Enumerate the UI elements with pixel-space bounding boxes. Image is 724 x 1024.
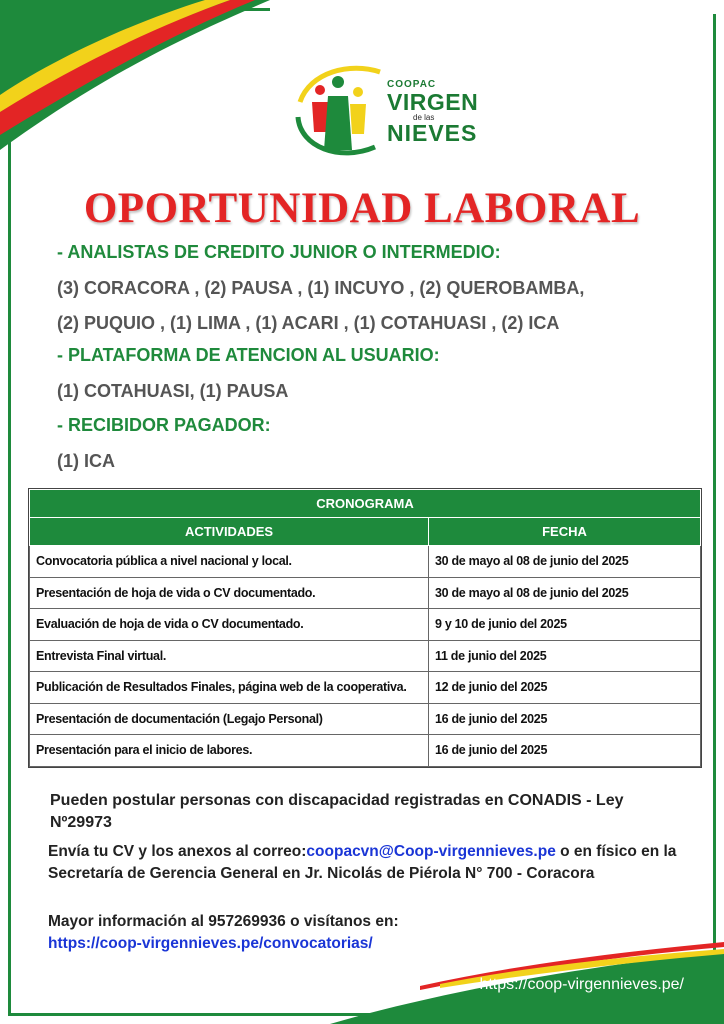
- activity-cell: Evaluación de hoja de vida o CV documentado.: [30, 609, 429, 641]
- position-heading: - RECIBIDOR PAGADOR:: [57, 415, 271, 435]
- position-line-container: [57, 381, 697, 402]
- position-heading: - PLATAFORMA DE ATENCION AL USUARIO:: [57, 345, 440, 365]
- page-title: OPORTUNIDAD LABORAL: [83, 185, 641, 232]
- date-cell: 30 de mayo al 08 de junio del 2025: [429, 577, 701, 609]
- position-line-container: [57, 278, 697, 299]
- send-prefix: Envía tu CV y los anexos al correo:: [48, 843, 307, 860]
- position-line: (2) PUQUIO , (1) LIMA , (1) ACARI , (1) COTAHUASI , (2) ICA: [57, 313, 560, 333]
- logo-delas: de las: [413, 113, 435, 122]
- position-line: (3) CORACORA , (2) PAUSA , (1) INCUYO , (2) QUEROBAMBA,: [57, 278, 585, 298]
- more-info-text: Mayor información al 957269936 o visítanos en:: [48, 913, 399, 930]
- logo-nieves: NIEVES: [387, 120, 478, 146]
- activity-cell: Entrevista Final virtual.: [30, 640, 429, 672]
- position-block: [57, 415, 697, 436]
- col-activities-header: ACTIVIDADES: [30, 518, 429, 546]
- table-row: [30, 546, 701, 578]
- activity-cell: Convocatoria pública a nivel nacional y local.: [30, 546, 429, 578]
- date-cell: 30 de mayo al 08 de junio del 2025: [429, 546, 701, 578]
- send-suffix: o en físico en la Secretaría de Gerencia General en Jr. Nicolás de Piérola N° 700 - Coracora: [48, 843, 677, 882]
- date-cell: 11 de junio del 2025: [429, 640, 701, 672]
- table-row: [30, 640, 701, 672]
- date-cell: 16 de junio del 2025: [429, 735, 701, 767]
- table-row: [30, 672, 701, 704]
- position-block: [57, 242, 697, 263]
- date-cell: 12 de junio del 2025: [429, 672, 701, 704]
- activity-cell: Presentación de documentación (Legajo Personal): [30, 703, 429, 735]
- logo-figures-icon: [290, 62, 390, 162]
- table-row: [30, 703, 701, 735]
- table-row: [30, 735, 701, 767]
- company-logo: [290, 62, 490, 162]
- col-date-header: FECHA: [429, 518, 701, 546]
- disability-notice: Pueden postular personas con discapacidad registradas en CONADIS - Ley Nº29973: [50, 792, 624, 831]
- activity-cell: Publicación de Resultados Finales, página web de la cooperativa.: [30, 672, 429, 704]
- logo-wordmark: [387, 80, 497, 145]
- logo-virgen: VIRGEN: [387, 89, 479, 115]
- logo-coopac: COOPAC: [387, 79, 437, 90]
- position-line: (1) COTAHUASI, (1) PAUSA: [57, 381, 289, 401]
- position-line: (1) ICA: [57, 451, 115, 471]
- position-heading: - ANALISTAS DE CREDITO JUNIOR O INTERMEDIO:: [57, 242, 501, 262]
- footer-url[interactable]: https://coop-virgennieves.pe/: [479, 976, 684, 993]
- date-cell: 9 y 10 de junio del 2025: [429, 609, 701, 641]
- table-row: [30, 609, 701, 641]
- position-line-container: [57, 313, 697, 334]
- schedule-table: [28, 488, 702, 768]
- schedule-title: CRONOGRAMA: [30, 490, 701, 518]
- more-info: [48, 911, 708, 955]
- email-link[interactable]: coopacvn@Coop-virgennieves.pe: [306, 843, 556, 860]
- position-line-container: [57, 451, 697, 472]
- send-cv-instructions: [48, 841, 708, 885]
- table-row: [30, 577, 701, 609]
- activity-cell: Presentación de hoja de vida o CV documentado.: [30, 577, 429, 609]
- date-cell: 16 de junio del 2025: [429, 703, 701, 735]
- activity-cell: Presentación para el inicio de labores.: [30, 735, 429, 767]
- position-block: [57, 345, 697, 366]
- convocatorias-link[interactable]: https://coop-virgennieves.pe/convocatorias/: [48, 935, 373, 952]
